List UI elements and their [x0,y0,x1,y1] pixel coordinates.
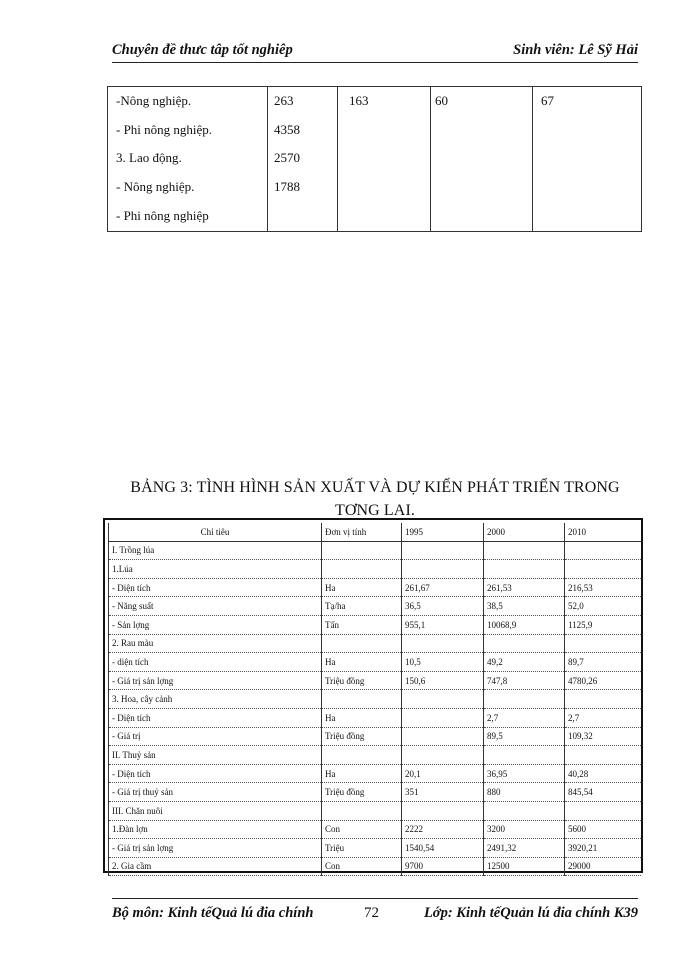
cell-indicator: - Giá trị sản lợng [109,839,322,858]
column-divider [532,87,533,231]
cell-indicator: 2. Gia cầm [109,857,322,876]
row-label: - Nông nghiệp. [116,179,195,194]
cell-2010: 40,28 [565,764,641,783]
cell-2010 [565,634,641,653]
cell-2010: 216,53 [565,578,641,597]
table-row [109,857,641,876]
cell-unit: Con [322,857,402,876]
table-row [109,578,641,597]
cell-2010: 2,7 [565,708,641,727]
cell-1995 [402,746,484,765]
footer-class: Lớp: Kinh tếQuản lú đia chính K39 [423,905,638,921]
cell-1995: 351 [402,783,484,802]
cell-2000 [484,801,565,820]
cell-2000: 261,53 [484,578,565,597]
cell-unit: Ha [322,578,402,597]
table-row [109,746,641,765]
header-topic: Chuyên đề thưc tâp tốt nghiêp [112,42,293,58]
cell-1995: 150,6 [402,671,484,690]
row-value: 1788 [274,179,300,194]
cell-2010: 5600 [565,820,641,839]
cell-2010 [565,690,641,709]
title-line-1: BẢNG 3: TÌNH HÌNH SẢN XUẤT VÀ DỰ KIẾN PHÁT TRIỂN TRONG [130,479,620,496]
header-2010: 2010 [565,523,641,541]
cell-indicator: 1.Lúa [109,560,322,579]
cell-2000 [484,541,565,560]
cell-1995 [402,690,484,709]
cell-indicator: - Giá trị sản lợng [109,671,322,690]
production-table [103,518,643,873]
table-row [109,671,641,690]
cell-indicator: III. Chăn nuôi [109,801,322,820]
cell-2010: 4780,26 [565,671,641,690]
header-student: Sinh viên: Lê Sỹ Hải [513,42,638,58]
table-row [109,764,641,783]
footer-department: Bộ môn: Kinh tếQuả lú đia chính [112,905,314,921]
row-value: 67 [541,93,554,108]
continuation-table [107,86,642,232]
cell-unit: Con [322,820,402,839]
cell-2000: 2491,32 [484,839,565,858]
page-header [112,42,638,63]
table-row [109,634,641,653]
cell-2010: 109,32 [565,727,641,746]
row-value: 4358 [274,122,300,137]
cell-unit: Tạ/ha [322,597,402,616]
table-header-row [109,523,641,541]
column-divider [430,87,431,231]
cell-unit [322,541,402,560]
cell-unit [322,634,402,653]
cell-indicator: - Diện tích [109,578,322,597]
cell-2000: 89,5 [484,727,565,746]
table-row [109,801,641,820]
cell-indicator: - Năng suất [109,597,322,616]
cell-1995 [402,634,484,653]
cell-unit: Ha [322,708,402,727]
row-value: 163 [349,93,369,108]
page-footer [112,898,638,923]
cell-2010: 52,0 [565,597,641,616]
cell-1995: 955,1 [402,615,484,634]
column-divider [267,87,268,231]
row-value: 263 [274,93,294,108]
cell-indicator: 3. Hoa, cây cảnh [109,690,322,709]
cell-2000: 38,5 [484,597,565,616]
column-divider [337,87,338,231]
cell-unit: Triệu đồng [322,783,402,802]
page-number: 72 [364,905,379,921]
cell-indicator: I. Trồng lúa [109,541,322,560]
cell-indicator: - Sản lợng [109,615,322,634]
cell-indicator: 2. Rau màu [109,634,322,653]
cell-1995 [402,560,484,579]
table-row [109,597,641,616]
cell-2010: 29000 [565,857,641,876]
cell-2010 [565,560,641,579]
cell-2000: 36,95 [484,764,565,783]
cell-2010: 89,7 [565,653,641,672]
cell-2000 [484,690,565,709]
header-indicator: Chỉ tiêu [109,523,322,541]
cell-unit: Ha [322,764,402,783]
row-label: - Phi nông nghiệp. [116,122,213,137]
row-value: 60 [435,93,448,108]
row-label: 3. Lao động. [116,150,182,165]
cell-unit: Triệu đồng [322,671,402,690]
table-row [109,839,641,858]
cell-2000: 12500 [484,857,565,876]
cell-2000: 747,8 [484,671,565,690]
cell-indicator: II. Thuỷ sản [109,746,322,765]
cell-2010 [565,801,641,820]
cell-1995: 1540,54 [402,839,484,858]
cell-2000: 880 [484,783,565,802]
cell-indicator: - Giá trị [109,727,322,746]
cell-1995: 2222 [402,820,484,839]
cell-1995: 261,67 [402,578,484,597]
cell-2010 [565,746,641,765]
row-label: -Nông nghiệp. [116,93,192,108]
cell-1995: 20,1 [402,764,484,783]
cell-2000 [484,746,565,765]
table-title [110,476,640,522]
row-label: - Phi nông nghiệp [116,208,209,223]
table-row [109,615,641,634]
cell-2000: 3200 [484,820,565,839]
cell-indicator: - Giá trị thuỷ sản [109,783,322,802]
cell-1995: 9700 [402,857,484,876]
table-row [109,541,641,560]
cell-indicator: 1.Đàn lợn [109,820,322,839]
cell-unit [322,560,402,579]
cell-1995: 10,5 [402,653,484,672]
table-row [109,560,641,579]
cell-1995 [402,708,484,727]
cell-indicator: - Diện tích [109,708,322,727]
title-line-2: TƠNG LAI. [335,502,415,519]
cell-unit [322,690,402,709]
header-1995: 1995 [402,523,484,541]
cell-1995: 36,5 [402,597,484,616]
cell-1995 [402,727,484,746]
cell-2000: 2,7 [484,708,565,727]
cell-2010 [565,541,641,560]
cell-2000: 10068,9 [484,615,565,634]
cell-unit: Triệu đồng [322,727,402,746]
cell-1995 [402,801,484,820]
table-row [109,820,641,839]
cell-unit: Tấn [322,615,402,634]
cell-2010: 845,54 [565,783,641,802]
table-row [109,690,641,709]
cell-unit: Triệu [322,839,402,858]
cell-2010: 1125,9 [565,615,641,634]
table-row [109,708,641,727]
cell-unit [322,746,402,765]
cell-indicator: - Diện tích [109,764,322,783]
cell-unit: Ha [322,653,402,672]
cell-2010: 3920,21 [565,839,641,858]
cell-indicator: - diện tích [109,653,322,672]
table-row [109,783,641,802]
row-value: 2570 [274,150,300,165]
header-2000: 2000 [484,523,565,541]
cell-unit [322,801,402,820]
table-row [109,727,641,746]
cell-2000: 49,2 [484,653,565,672]
cell-2000 [484,560,565,579]
header-unit: Đơn vị tính [322,523,402,541]
cell-1995 [402,541,484,560]
cell-2000 [484,634,565,653]
table-row [109,653,641,672]
